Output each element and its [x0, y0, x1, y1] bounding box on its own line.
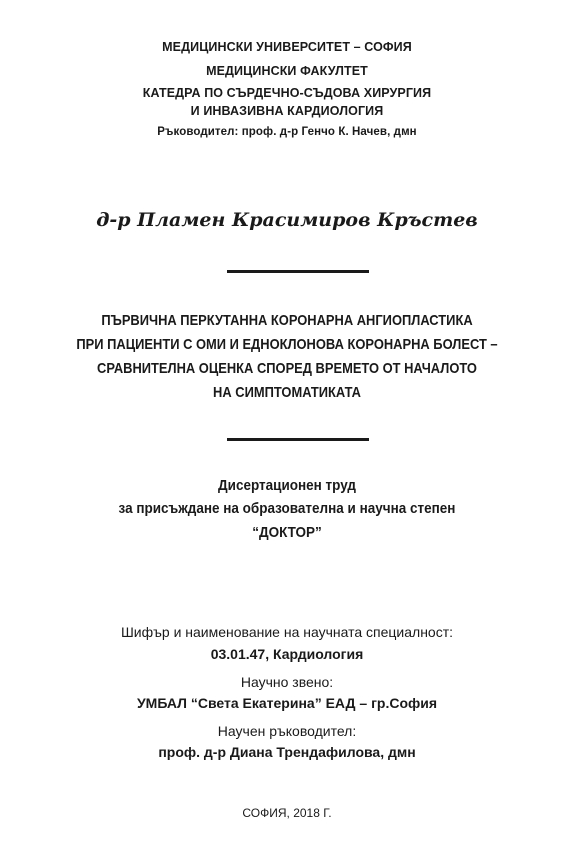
- author-name: д-р Пламен Красимиров Кръстев: [96, 209, 478, 231]
- divider-top: [227, 270, 369, 273]
- unit-value: УМБАЛ “Света Екатерина” ЕАД – гр.София: [136, 695, 438, 711]
- thesis-title-line3: СРАВНИТЕЛНА ОЦЕНКА СПОРЕД ВРЕМЕТО ОТ НАЧАЛОТО: [97, 360, 477, 377]
- thesis-title-line4: НА СИМПТОМАТИКАТА: [213, 384, 361, 401]
- department-name-line1: КАТЕДРА ПО СЪРДЕЧНО-СЪДОВА ХИРУРГИЯ: [142, 86, 432, 100]
- specialty-label: Шифър и наименование на научната специалност:: [120, 624, 454, 640]
- department-head: Ръководител: проф. д-р Генчо К. Начев, дмн: [157, 126, 417, 138]
- unit-label: Научно звено:: [240, 674, 334, 690]
- university-name: МЕДИЦИНСКИ УНИВЕРСИТЕТ – СОФИЯ: [162, 40, 412, 54]
- faculty-name: МЕДИЦИНСКИ ФАКУЛТЕТ: [206, 64, 368, 78]
- place-and-year: СОФИЯ, 2018 Г.: [242, 806, 332, 820]
- dissertation-type-line1: Дисертационен труд: [218, 477, 356, 494]
- dissertation-type-line2: за присъждане на образователна и научна степен: [118, 500, 456, 517]
- thesis-title-line2: ПРИ ПАЦИЕНТИ С ОМИ И ЕДНОКЛОНОВА КОРОНАРНА БОЛЕСТ –: [76, 336, 498, 353]
- supervisor-label: Научен ръководител:: [217, 723, 357, 739]
- department-name-line2: И ИНВАЗИВНА КАРДИОЛОГИЯ: [190, 104, 384, 118]
- specialty-value: 03.01.47, Кардиология: [210, 646, 364, 662]
- degree-name: “ДОКТОР”: [252, 524, 322, 541]
- thesis-title-line1: ПЪРВИЧНА ПЕРКУТАННА КОРОНАРНА АНГИОПЛАСТИКА: [101, 312, 473, 329]
- supervisor-value: проф. д-р Диана Трендафилова, дмн: [158, 744, 416, 760]
- divider-bottom: [227, 438, 369, 441]
